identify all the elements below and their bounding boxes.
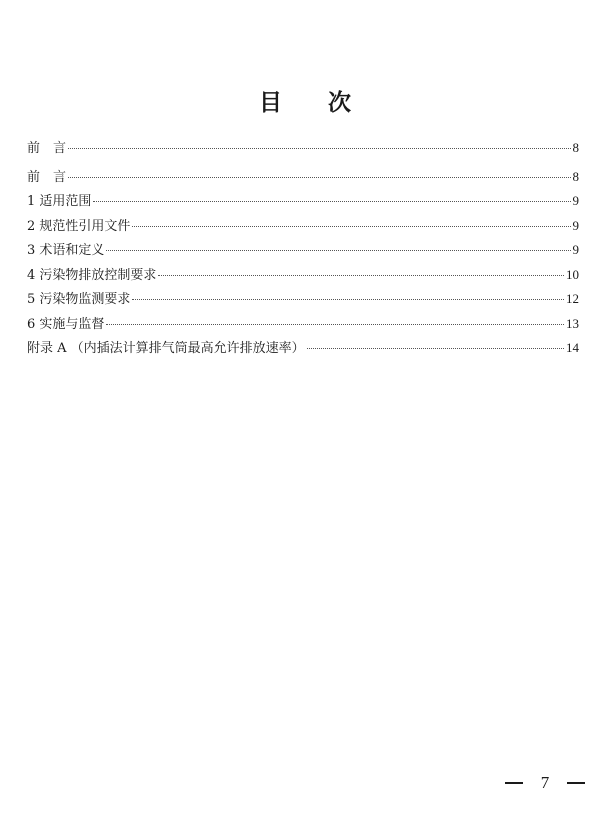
toc-entry-page: 14: [566, 340, 579, 355]
page-number: 7: [540, 773, 550, 792]
toc-entry-page: 9: [572, 217, 579, 233]
page-number-footer: [505, 773, 585, 793]
toc-entry[interactable]: [27, 336, 579, 361]
toc-entry-label: 2 规范性引用文件: [27, 218, 131, 234]
toc-entry-page: 9: [572, 193, 579, 208]
toc-dot-leader: [132, 226, 570, 227]
toc-entry-page: 8: [572, 168, 579, 184]
toc-dot-leader: [106, 250, 570, 251]
toc-entry[interactable]: [27, 214, 579, 239]
toc-entry-label: 4 污染物排放控制要求: [27, 267, 157, 283]
toc-entry-page: 9: [572, 242, 579, 257]
toc-dot-leader: [132, 299, 564, 300]
toc-dot-leader: [106, 324, 564, 325]
toc-entry-label: 5 污染物监测要求: [27, 292, 131, 307]
toc-entry[interactable]: [27, 287, 579, 312]
toc-dot-leader: [93, 201, 570, 202]
toc-entry-label: 前 言: [27, 141, 67, 156]
right-dash: [567, 782, 585, 784]
toc-entry-label: 6 实施与监督: [27, 316, 105, 332]
left-dash: [505, 782, 523, 784]
toc-entry[interactable]: [27, 189, 579, 214]
toc-entry-page: 8: [572, 140, 579, 155]
toc-entry-label: 附录 A （内插法计算排气筒最高允许排放速率）: [27, 341, 305, 356]
toc-entry[interactable]: [27, 165, 579, 190]
toc-entry-page: 10: [566, 266, 579, 282]
toc-entry-page: 13: [566, 315, 579, 331]
toc-entry-page: 12: [566, 291, 579, 306]
toc-entry[interactable]: [27, 238, 579, 263]
table-of-contents: [27, 136, 579, 361]
toc-entry-label: 前 言: [27, 169, 67, 185]
toc-entry-label: 3 术语和定义: [27, 243, 105, 258]
toc-dot-leader: [68, 177, 570, 178]
toc-dot-leader: [307, 348, 564, 349]
toc-entry-label: 1 适用范围: [27, 194, 92, 209]
toc-dot-leader: [158, 275, 564, 276]
page-title: 目 次: [259, 90, 351, 116]
toc-dot-leader: [68, 148, 570, 149]
toc-entry[interactable]: [27, 312, 579, 337]
toc-entry[interactable]: [27, 263, 579, 288]
toc-entry[interactable]: [27, 136, 579, 161]
